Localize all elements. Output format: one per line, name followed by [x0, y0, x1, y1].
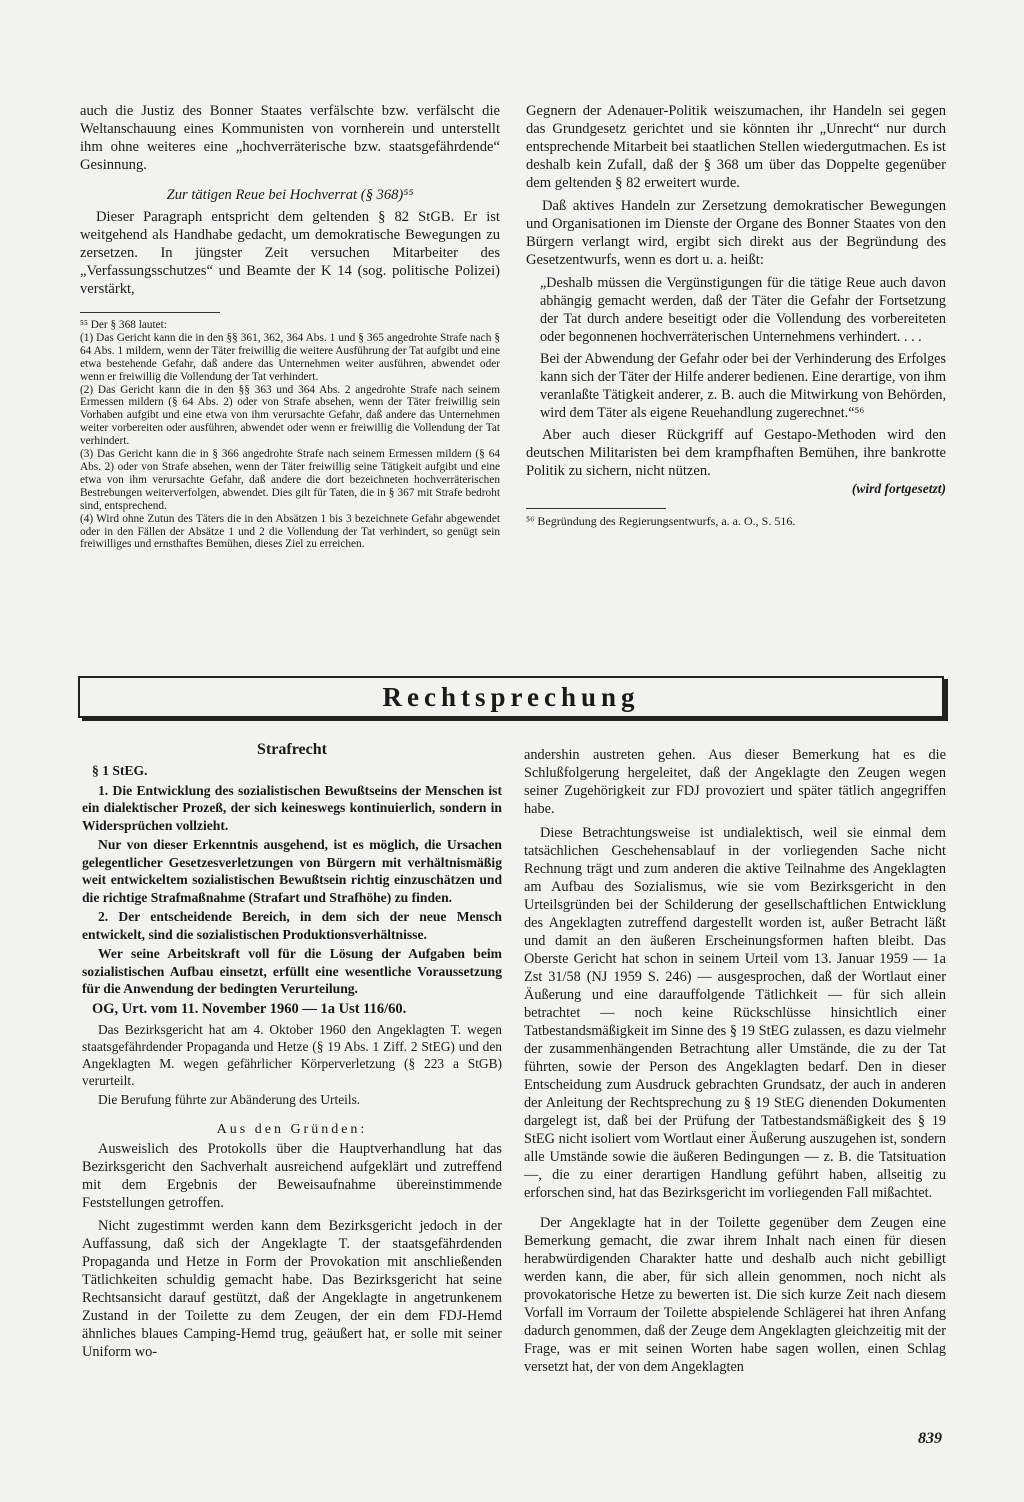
- quotation: „Deshalb müssen die Vergünstigungen für die tätige Reue auch davon abhängig gemacht werden, daß der Täter die Gefahr der Fortsetzung der Tat durch andere beseitigt oder die Vollendung des vorbereiteten oder begonnenen hochverräterischen Unternehmens verhindert. . . .: [540, 275, 946, 345]
- footnote-divider: [80, 312, 220, 313]
- paragraph: Aber auch dieser Rückgriff auf Gestapo-Methoden wird den deutschen Militaristen bei dem krampfhaften Bemühen, ihre bankrotte Politik zu sichern, nicht nützen.: [526, 427, 946, 479]
- paragraph: Der Angeklagte hat in der Toilette gegenüber dem Zeugen eine Bemerkung gemacht, die zwar ihrem Inhalt nach einen für diesen herabwürdigenden Charakter hatte und deshalb auch nicht gebilligt werden kann, die aber, für sich allein genommen, noch nicht als provokatorische Hetze zu bewerten ist. Die sich kurze Zeit nach diesem Vorfall im Vorraum der Toilette abspielende Schlägerei hat ihren Anfang dadurch genommen, daß der Zeuge dem Angeklagten gleichzeitig mit der Frage, was er mit seinen Worten habe sagen wollen, einen Schlag versetzt hat, der von dem Angeklagten: [524, 1215, 946, 1375]
- appeal-result: Die Berufung führte zur Abänderung des Urteils.: [98, 1092, 361, 1107]
- section-banner: [78, 676, 944, 718]
- paragraph: Gegnern der Adenauer-Politik weiszumachen, ihr Handeln sei gegen das Grundgesetz gerichtet und sie könnten ihr „Unrecht“ nur durch entsprechende Mitarbeit bei staatlichen Stellen wiedergutmachen. Es ist deshalb kein Zufall, daß der § 368 um über das Doppelte gegenüber dem geltenden § 82 erweitert wurde.: [526, 103, 946, 191]
- headnote: Wer seine Arbeitskraft voll für die Lösung der Aufgaben beim sozialistischen Aufbau einsetzt, erfüllt eine wesentliche Voraussetzung für die Anwendung der bedingten Verurteilung.: [82, 946, 502, 996]
- footnote: ⁵⁶ Begründung des Regierungsentwurfs, a. a. O., S. 516.: [526, 514, 796, 528]
- paragraph: Daß aktives Handeln zur Zersetzung demokratischer Bewegungen und Organisationen im Dienste der Organe des Bonner Staates von den Bürgern verlangt wird, ergibt sich direkt aus der Begründung des Gesetzentwurfs, wenn es dort u. a. heißt:: [526, 198, 946, 268]
- bottom-left-column: [82, 740, 502, 1361]
- headnote: Nur von dieser Erkenntnis ausgehend, ist es möglich, die Ursachen gelegentlicher Gesetzesverletzungen von Bürgern mit verhältnismäßig weit entwickeltem sozialistischen Bewußtsein richtig einzuschätzen und die richtige Strafmaßnahme (Strafart und Strafhöhe) zu finden.: [82, 837, 502, 905]
- top-left-column: [80, 102, 500, 551]
- footnote: (1) Das Gericht kann die in den §§ 361, 362, 364 Abs. 1 und § 365 angedrohte Strafe nach § 64 Abs. 1 mildern, wenn der Täter freiwillig die weitere Ausführung der Tat aufgibt und eine etwa bestehende Gefahr, daß andere das Unternehmen weiter ausführen, abwendet oder wenn er freiwillig die Vollendung der Tat verhindert.: [80, 331, 500, 383]
- footnote: (4) Wird ohne Zutun des Täters die in den Absätzen 1 bis 3 bezeichnete Gefahr abgewendet oder in den Fällen der Absätze 1 und 2 die Vollendung der Tat verhindert, so genügt sein freiwilliges und ernsthaftes Bemühen, dieses Ziel zu erreichen.: [80, 512, 500, 551]
- case-reference: OG, Urt. vom 11. November 1960 — 1a Ust 116/60.: [92, 1000, 407, 1017]
- footnote: (3) Das Gericht kann die in § 366 angedrohte Strafe nach seinem Ermessen mildern (§ 64 Abs. 2) oder von Strafe absehen, wenn der Täter freiwillig seine Tätigkeit aufgibt und eine etwa von ihm verursachte Gefahr, daß andere die dort bezeichneten hochverräterischen Bestrebungen weiterverfolgen, abwendet. Dies gilt für Taten, die in § 367 mit Strafe bedroht sind, entsprechend.: [80, 448, 500, 512]
- continued-note: (wird fortgesetzt): [851, 481, 946, 496]
- top-right-column: [526, 102, 946, 528]
- paragraph: auch die Justiz des Bonner Staates verfälschte bzw. verfälscht die Weltanschauung eines Kommunisten von vornherein und unterstellt ihm ohne weiteres eine „hochverräterische bzw. staatsgefährdende“ Gesinnung.: [80, 103, 500, 173]
- headnote: 1. Die Entwicklung des sozialistischen Bewußtseins der Menschen ist ein dialektischer Prozeß, der sich keineswegs kontinuierlich, sondern in Widersprüchen vollzieht.: [82, 782, 502, 833]
- paragraph: Ausweislich des Protokolls über die Hauptverhandlung hat das Bezirksgericht den Sachverhalt ausreichend aufgeklärt und zutreffend mit dem Ergebnis der Beweisaufnahme übereinstimmende Feststellungen getroffen.: [82, 1141, 502, 1211]
- footnote: (2) Das Gericht kann die in den §§ 363 und 364 Abs. 2 angedrohte Strafe nach seinem Ermessen mildern (§ 64 Abs. 2) oder von Strafe absehen, wenn der Täter freiwillig sein Vorhaben aufgibt und eine etwa von ihm verursachte Gefahr, daß andere das Unternehmen weiter vorbereiten oder ausführen, abwendet oder wenn er freiwillig die Vollendung der Tat verhindert.: [80, 383, 500, 448]
- headnote: 2. Der entscheidende Bereich, in dem sich der neue Mensch entwickelt, sind die sozialistischen Produktionsverhältnisse.: [82, 909, 502, 942]
- section-heading: Zur tätigen Reue bei Hochverrat (§ 368)⁵⁵: [166, 187, 414, 203]
- paragraph: andershin austreten gehen. Aus dieser Bemerkung hat es die Schlußfolgerung hergeleitet, daß der Angeklagte den Zeugen wegen seiner Zugehörigkeit zur FDJ provoziert und später tätlich angegriffen habe.: [524, 747, 946, 817]
- law-reference: § 1 StEG.: [92, 763, 148, 778]
- quotation: Bei der Abwendung der Gefahr oder bei der Verhinderung des Erfolges kann sich der Täter der Hilfe anderer bedienen. Eine derartige, von ihm veranlaßte Tätigkeit anderer, z. B. auch die Mitwirkung von Behörden, wird dem Täter als eigene Reuehandlung zugerechnet.“⁵⁶: [540, 351, 946, 421]
- paragraph: Nicht zugestimmt werden kann dem Bezirksgericht jedoch in der Auffassung, daß sich der Angeklagte T. der staatsgefährdenden Propaganda und Hetze in Form der Provokation mit anschließenden Tätlichkeiten schuldig gemacht habe. Das Bezirksgericht hat seine Rechtsansicht darauf gestützt, daß der Angeklagte in angetrunkenem Zustand in der Toilette zu dem Zeugen, der ein dem FDJ-Hemd ähnliches blaues Camping-Hemd trug, geäußert hat, er solle mit seiner Uniform wo-: [82, 1218, 502, 1360]
- banner-title: Rechtsprechung: [382, 682, 640, 712]
- footnote: ⁵⁵ Der § 368 lautet:: [80, 319, 167, 331]
- case-facts: Das Bezirksgericht hat am 4. Oktober 1960 den Angeklagten T. wegen staatsgefährdender Propaganda und Hetze (§ 19 Abs. 1 Ziff. 2 StEG) und den Angeklagten M. wegen gefährlicher Körperverletzung (§ 223 a StGB) verurteilt.: [82, 1022, 502, 1088]
- bottom-right-column: [524, 746, 946, 1376]
- footnote-divider: [526, 508, 666, 509]
- page-number: 839: [918, 1430, 942, 1447]
- section-title: Strafrecht: [257, 741, 327, 758]
- paragraph: Diese Betrachtungsweise ist undialektisch, weil sie einmal dem tatsächlichen Geschehensablauf in der vorliegenden Sache nicht Rechnung trägt und zum anderen die aktive Teilnahme des Angeklagten am Aufbau des Sozialismus, wie sie vom Bezirksgericht in den Urteilsgründen bei der Schilderung der gesellschaftlichen Entwicklung des Angeklagten zutreffend dargestellt worden ist, außer Betracht läßt und damit an den äußeren Erscheinungsformen haften bleibt. Das Oberste Gericht hat schon in seinem Urteil vom 13. Januar 1959 — 1a Zst 31/58 (NJ 1959 S. 246) — ausgesprochen, daß der Wortlaut einer Äußerung und eine darauffolgende Tätlichkeit — für sich allein betrachtet — noch keine Rückschlüsse hinsichtlich einer Tatbestandsmäßigkeit im Sinne des § 19 StEG zulassen, es dazu vielmehr der zusammenhängenden Betrachtung aller Umstände, die zu der Tat führten, sowie der Person des Angeklagten bedarf. Den in dieser Entscheidung zum Ausdruck gebrachten Grundsatz, der auch in anderen der Anleitung der Rechtsprechung zu § 19 StEG dienenden Dokumenten dargelegt ist, daß bei der Prüfung der Tatbestandsmäßigkeit des § 19 StEG nicht isoliert vom Wortlaut einer Äußerung auszugehen ist, sondern alle Umstände sowie die äußeren Bedingungen — z. B. die Tatsituation —, die zu einer derartigen Handlung geführt haben, allseitig zu erforschen sind, hat das Bezirksgericht im vorliegenden Fall mißachtet.: [524, 825, 946, 1201]
- paragraph: Dieser Paragraph entspricht dem geltenden § 82 StGB. Er ist weitgehend als Handhabe gedacht, um demokratische Bewegungen zu zersetzen. In jüngster Zeit versuchen Mitarbeiter des „Verfassungsschutzes“ und Beamte der K 14 (sog. politische Polizei) verstärkt,: [80, 209, 500, 297]
- reasons-heading: Aus den Gründen:: [216, 1122, 368, 1137]
